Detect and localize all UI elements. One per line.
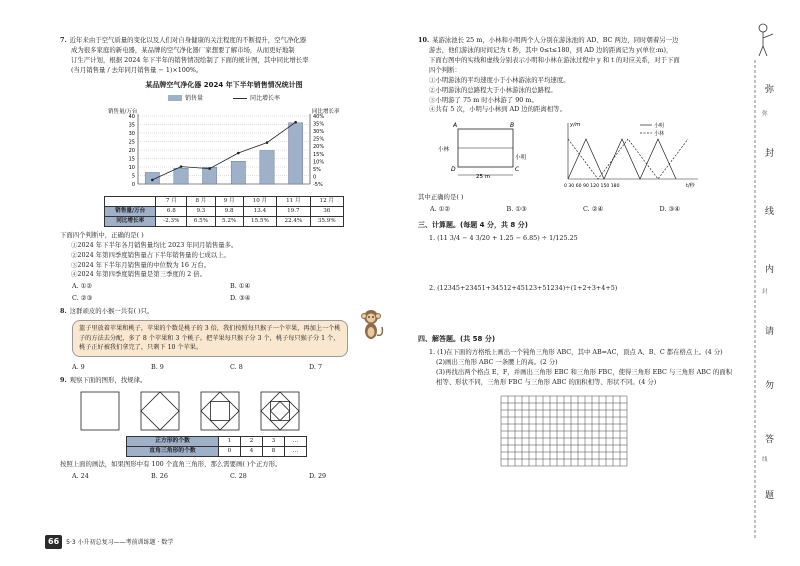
option-c[interactable]: C. ②③ (72, 294, 93, 303)
table-row (105, 216, 344, 226)
option-b[interactable]: B. 9 (151, 362, 164, 371)
y2-tick-label: 15% (313, 151, 325, 158)
y2-tick-label: 10% (313, 159, 325, 166)
chart-title: 某品牌空气净化器 2024 年下半年销售情况统计图 (145, 80, 303, 89)
data-cell: 22.4% (277, 216, 310, 226)
graph-y-label: y/m (570, 122, 581, 129)
y2-tick-label: 20% (313, 144, 325, 151)
formula: (当月销售量 / 去年同月销售量 − 1)×100%。 (71, 65, 203, 74)
figure-1 (80, 391, 120, 431)
data-cell: 35.9% (310, 216, 343, 226)
left-column (60, 36, 388, 485)
y2-tick-label: 35% (313, 121, 325, 128)
svg-text:B: B (510, 122, 515, 130)
footer-title: 5·3 小升初总复习——考前训练题 · 数学 (66, 538, 174, 546)
pattern-table: 正方形的个数 1 2 3 … 直角三角形的个数 0 4 8 … (126, 436, 307, 457)
y-tick-label: 15 (128, 156, 135, 163)
y2-tick-label: 5% (313, 166, 321, 173)
growth-point (208, 167, 211, 170)
month-header: 11 月 (277, 196, 310, 206)
month-header: 9 月 (215, 196, 243, 206)
options (60, 282, 388, 292)
speech-bubble: 篮子里放着苹果和桃子，苹果的个数是桃子的 3 倍，我们按照每只猴子一个苹果，再加上一个桃子的方法去分配，多了 8 个苹果和 3 个桃子。把苹果每只猴子分 3 个，桃子每只猴子分 1 个，桃子正好被我们拿完了，只剩下 10 个苹果。 (72, 320, 348, 357)
label-xiaolin: 小林 (438, 147, 450, 154)
label-xiaoming: 小明 (515, 155, 527, 162)
question-9: 9. 观察下面的图形，找规律。 正方形的个数 1 2 3 … 直角三角形的个数 0 4 8 … 按照上面的画法，如果图形中有 100 个直角三角形，那么需要画( )个正方形。 A. 24 B. 26 C. 28 D. 29 (60, 376, 388, 482)
growth-point (294, 121, 297, 124)
option-b[interactable]: B. ①③ (506, 205, 527, 214)
dashed-seal-line (745, 60, 765, 540)
data-cell: 6.5% (187, 216, 215, 226)
figure-2 (140, 391, 180, 431)
table-row (105, 196, 344, 206)
section-answer: 四、解答题。(共 58 分) (418, 334, 496, 343)
option-c[interactable]: C. 28 (230, 471, 247, 480)
option-a[interactable]: A. ①② (72, 282, 93, 291)
month-header: 10 月 (243, 196, 276, 206)
bar (174, 168, 188, 184)
month-header: 12 月 (310, 196, 343, 206)
growth-point (266, 141, 269, 144)
data-cell: 13.4 (243, 206, 276, 216)
option-b[interactable]: B. 26 (151, 471, 168, 480)
row-header: 同比增长率 (105, 216, 156, 226)
question-10: 10. 某游泳池长 25 m，小林和小明两个人分别在游泳池的 AD、BC 两边，同时朝着另一边 游去，他们游泳的时间记为 t 秒，其中 0≤t≤180，到 AD 边的距离记为 y(单位:m)， 下面右图中的实线和虚线分别表示小明和小林在游泳过程中 y 和 t 的对应关系，对于下面 四个判断： ①小明游泳的平均速度小于小林游泳的平均速度。 ②小明游泳的总路程大于小林游泳的总路程。 ③小明游了 75 m 时小林游了 90 m。 ④共有 5 次，小明与小林到 AD 边的距离相等。 A B D C 小林 小明 25 m y/m t/秒 0 30 60 90 120 150 180 小明 小林 其中正确的是( ) A. ①② B. ①③ C. ②④ D. ③④ (418, 36, 736, 215)
graph-t-label: t/秒 (686, 183, 695, 190)
graph-ticks: 0 30 60 90 120 150 180 (564, 184, 620, 190)
option-d[interactable]: D. 29 (309, 471, 327, 480)
right-column: 10. 某游泳池长 25 m，小林和小明两个人分别在游泳池的 AD、BC 两边，同时朝着另一边 游去，他们游泳的时间记为 t 秒，其中 0≤t≤180，到 AD 边的距离记为 y(单位:m)， 下面右图中的实线和虚线分别表示小明和小林在游泳过程中 y 和 t 的对应关系，对于下面 四个判断： ①小明游泳的平均速度小于小林游泳的平均速度。 ②小明游泳的总路程大于小林游泳的总路程。 ③小明游了 75 m 时小林游了 90 m。 ④共有 5 次，小明与小林到 AD 边的距离相等。 A B D C 小林 小明 25 m y/m t/秒 0 30 60 90 120 150 180 小明 小林 其中正确的是( ) A. ①② B. ①③ C. ②④ D. ③④ 三、计算题。(每题 4 分，共 8 分) 1. (11 3/4 − 4 3/20 + 1.25 − 6.85) ÷ 1/125.25 2. (12345+23451+34512+45123+51234)÷(1+2+3+4+5) 四、解答题。(共 58 分) 1. (1)在下面的方格纸上画出一个钝角三角形 ABC，其中 AB=AC，顶点 A、B、C 都在格点上。(4 分) (2)画出三角形 ABC 一条腰上的高。(2 分) (3)再找出两个格点 E、F，并画出三角形 EBC 和三角形 FBC，使得三角形 EBC 与三角形 ABC 的面积相等、形状不同，三角形 FBC 与三角形 ABC 的面积相等、形状不同。(4 分) (418, 36, 736, 471)
y-tick-label: 20 (128, 147, 135, 154)
question-7: 7. 近年来由于空气质量的变化以及人们对自身健康的关注程度的不断提升，空气净化器 成为很多家庭的新电器，某品牌的空气净化器厂家想要了解市场，从而更好地制 订生产计划，根据 2024 年下半年的销售情况绘制了下面的统计图，其中同比增长率 (当月销售量 / 去年同月销售量 − 1)×100%。 某品牌空气净化器 2024 年下半年销售情况统计图 销售量 同比增长率 销售量/万台 同比增长率 0 5 10 15 20 25 30 35 40 -5% 0 5% 10% 15% 20% 25% 30% 35% 40% 7 月 8 月 9 月 10 月 11 月 12 月 销售量/万台 6.8 9.3 9.8 13.4 19.7 36 同比增长率 -2.3% 6.5% 5.2% 15.5% 22.4% 35.9% 下面四个判断中，正确的是( ) ①2024 年下半年各月销售量均比 2023 年同月销售量多。 ②2024 年第四季度销售量占下半年销售量的七成以上。 ③2024 年下半年月销售量的中位数为 16 万台。 ④2024 年第四季度销售量是第三季度的 2 倍。 A. ①② B. ①④ C. ②③ D. ③④ (60, 36, 388, 304)
figure-4 (260, 391, 300, 431)
question-8: 8. 这群顽皮的小猴一共有( )只。 篮子里放着苹果和桃子，苹果的个数是桃子的 3 倍，我们按照每只猴子一个苹果，再加上一个桃子的方法去分配，多了 8 个苹果和 3 个桃子。把苹果每只猴子分 3 个，桃子每只猴子分 1 个，桃子正好被我们拿完了，只剩下 10 个苹果。 A. 9 B. 9 C. 8 D. 7 (60, 307, 388, 373)
square-grid[interactable] (500, 395, 630, 467)
data-cell: 9.8 (215, 206, 243, 216)
y2-tick-label: -5% (313, 181, 323, 188)
y2-tick-label: 0 (313, 174, 317, 181)
question-number: 7. (60, 36, 67, 44)
y2-tick-label: 25% (313, 136, 325, 143)
y2-axis-label: 同比增长率 (312, 108, 340, 115)
data-cell: 36 (310, 206, 343, 216)
y-tick-label: 40 (128, 113, 135, 120)
y-tick-label: 5 (131, 173, 135, 180)
monkey-icon (356, 307, 386, 343)
legend-lin: 小林 (654, 131, 665, 138)
pool-diagram (438, 119, 538, 183)
option-c[interactable]: C. 8 (230, 362, 243, 371)
y-tick-label: 10 (128, 164, 135, 171)
y2-tick-label: 30% (313, 128, 325, 135)
option-d[interactable]: D. ③④ (230, 294, 251, 303)
calc-1: 1. (11 3/4 − 4 3/20 + 1.25 − 6.85) ÷ 1/125.25 (429, 234, 578, 243)
data-cell: 15.5% (243, 216, 276, 226)
legend-ming: 小明 (654, 123, 665, 130)
y2-tick-label: 40% (313, 113, 325, 120)
data-cell: 6.8 (156, 206, 187, 216)
calc-2: 2. (12345+23451+34512+45123+51234)÷(1+2+3+4+5) (429, 283, 618, 292)
data-cell: -2.3% (156, 216, 187, 226)
page-number: 66 (45, 535, 62, 549)
bar (289, 123, 303, 184)
growth-point (151, 178, 154, 181)
answer-1: 1. (1)在下面的方格纸上画出一个钝角三角形 ABC，其中 AB=AC，顶点 A、B、C 都在格点上。(4 分) (429, 347, 723, 356)
chart-legend: 销售量 同比增长率 (104, 94, 344, 103)
y-tick-label: 35 (128, 122, 135, 129)
y-tick-label: 0 (131, 181, 135, 188)
svg-text:D: D (451, 166, 456, 174)
q10-figures (438, 119, 736, 191)
option-c[interactable]: C. ②④ (583, 205, 604, 214)
option-a[interactable]: A. 9 (72, 362, 85, 371)
chart-data-table (104, 196, 344, 227)
data-cell: 9.3 (187, 206, 215, 216)
section-calculation: 三、计算题。(每题 4 分，共 8 分) (418, 221, 528, 230)
row-header: 销售量/万台 (105, 206, 156, 216)
option-d[interactable]: D. 7 (309, 362, 323, 371)
seal-line-sidebar: 弥 弥 封 线 内 封 请 勿 答 线 题 (745, 20, 795, 540)
growth-point (180, 165, 183, 168)
watering-figure-icon (751, 20, 781, 60)
data-cell: 5.2% (215, 216, 243, 226)
bar (145, 172, 159, 184)
bar (260, 150, 274, 183)
y-tick-label: 25 (128, 139, 135, 146)
svg-text:C: C (515, 166, 520, 174)
chart-svg (104, 106, 344, 192)
label-25m: 25 m (476, 174, 491, 181)
table-row (105, 206, 344, 216)
page-footer (45, 535, 173, 549)
bar (231, 161, 245, 184)
growth-point (237, 152, 240, 155)
legend-line-swatch (233, 98, 247, 99)
y-axis-label: 销售量/万台 (108, 108, 138, 115)
month-header: 8 月 (187, 196, 215, 206)
option-d[interactable]: D. ③④ (659, 205, 680, 214)
month-header: 7 月 (156, 196, 187, 206)
option-a[interactable]: A. ①② (430, 205, 451, 214)
distance-time-graph (558, 119, 708, 191)
option-b[interactable]: B. ①④ (230, 282, 251, 291)
corner-cell (105, 196, 156, 206)
svg-text:A: A (453, 122, 458, 130)
data-cell: 19.7 (277, 206, 310, 216)
figure-3 (200, 391, 240, 431)
legend-bar-swatch (168, 95, 182, 101)
pattern-figures (60, 391, 388, 431)
y-tick-label: 30 (128, 130, 135, 137)
option-a[interactable]: A. 24 (72, 471, 89, 480)
sales-chart (104, 80, 344, 227)
